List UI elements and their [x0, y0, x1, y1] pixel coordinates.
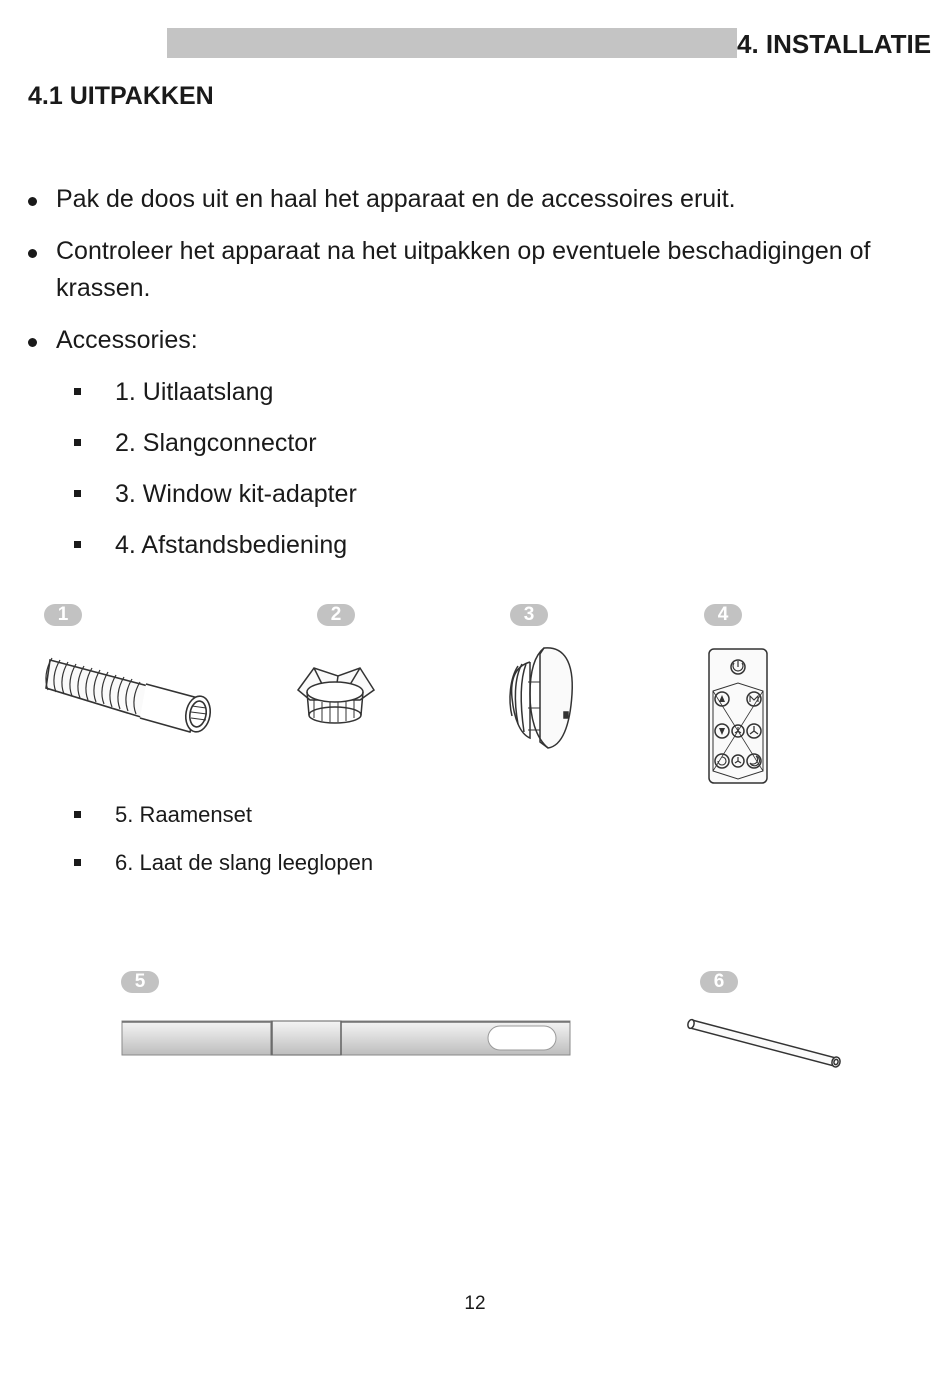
header-bar	[167, 28, 737, 58]
bullet-icon	[28, 197, 37, 206]
square-bullet-icon	[74, 811, 81, 818]
section-title: 4.1 UITPAKKEN	[28, 82, 214, 110]
square-bullet-icon	[74, 859, 81, 866]
drain-hose-icon	[684, 1012, 848, 1074]
window-kit-panel-icon	[120, 1018, 572, 1058]
badge-number-2: 2	[317, 604, 355, 626]
accessory-label: 4. Afstandsbediening	[115, 531, 348, 559]
square-bullet-icon	[74, 490, 81, 497]
bullet-icon	[28, 249, 37, 258]
window-kit-adapter-icon	[500, 642, 580, 752]
square-bullet-icon	[74, 388, 81, 395]
exhaust-hose-icon	[40, 648, 220, 738]
accessory-label: 3. Window kit-adapter	[115, 480, 357, 508]
bullet-text: Controleer het apparaat na het uitpakken op eventuele beschadigingen of krassen.	[56, 237, 871, 302]
page-number: 12	[464, 1293, 486, 1314]
remote-control-icon	[705, 647, 771, 787]
badge-number-5: 5	[121, 971, 159, 993]
badge-number-6: 6	[700, 971, 738, 993]
bullet-text: Accessories:	[56, 326, 198, 354]
square-bullet-icon	[74, 541, 81, 548]
bullet-text: Pak de doos uit en haal het apparaat en de accessoires eruit.	[56, 185, 736, 213]
bullet-icon	[28, 338, 37, 347]
accessory-label: 2. Slangconnector	[115, 429, 317, 457]
badge-number-4: 4	[704, 604, 742, 626]
chapter-title: 4. INSTALLATIE	[737, 29, 932, 59]
badge-number-3: 3	[510, 604, 548, 626]
accessory-label: 1. Uitlaatslang	[115, 378, 274, 406]
accessory-label: 5. Raamenset	[115, 802, 252, 827]
accessory-label: 6. Laat de slang leeglopen	[115, 850, 374, 875]
badge-number-1: 1	[44, 604, 82, 626]
square-bullet-icon	[74, 439, 81, 446]
hose-connector-icon	[290, 660, 380, 730]
